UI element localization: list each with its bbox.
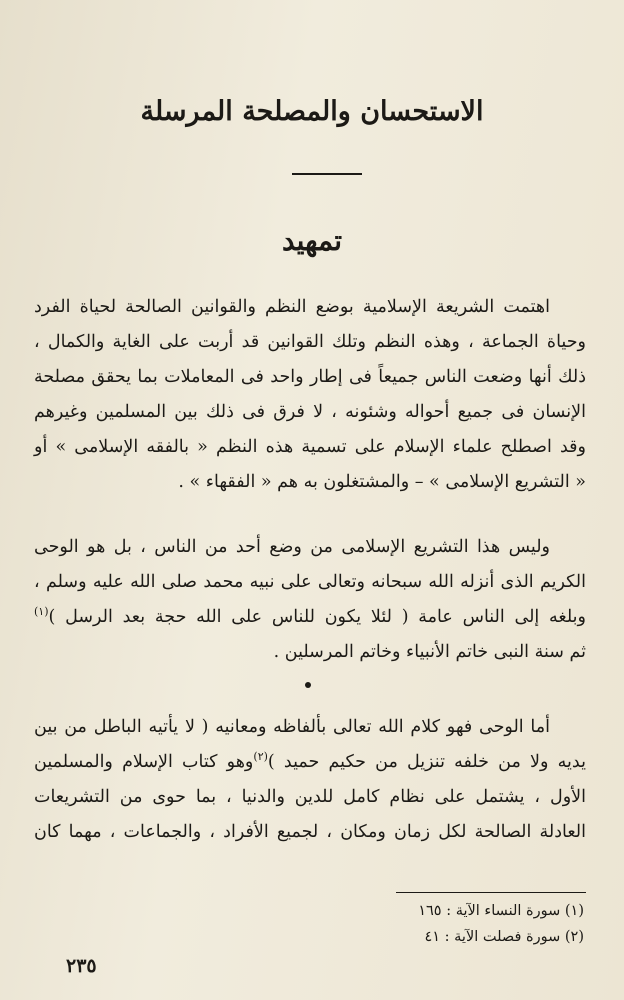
paragraph-line: وليس هذا التشريع الإسلامى من وضع أحد من الناس ، بل هو الوحى xyxy=(34,537,550,557)
paragraph-line: ذلك أنها وضعت الناس جميعاً فى إطار واحد فى المعاملات بما يحقق مصلحة xyxy=(34,367,586,387)
paragraph-line-tail: وهو كتاب الإسلام والمسلمين xyxy=(34,752,254,772)
section-ornament-dot xyxy=(305,682,311,688)
paragraph-line-with-ref xyxy=(34,745,586,780)
paragraph-line: ثم سنة النبى خاتم الأنبياء وخاتم المرسلين . xyxy=(273,642,586,662)
paragraph-line-with-ref xyxy=(34,600,586,635)
footnote-1: (١) سورة النساء الآية : ١٦٥ xyxy=(418,903,584,919)
footnote-rule xyxy=(396,892,586,893)
footnote-ref-1: (١) xyxy=(34,605,49,619)
paragraph-line: أما الوحى فهو كلام الله تعالى بألفاظه ومعانيه ( لا يأتيه الباطل من بين xyxy=(34,717,550,737)
paragraph-3 xyxy=(34,710,586,850)
paragraph-line-text: يديه ولا من خلفه تنزيل من حكيم حميد ) xyxy=(267,752,586,772)
paragraph-line: الإنسان فى جميع أحواله وشئونه ، لا فرق فى ذلك بين المسلمين وغيرهم xyxy=(34,402,586,422)
paragraph-line: وحياة الجماعة ، وهذه النظم وتلك القوانين قد أربت على الغاية والكمال ، xyxy=(34,332,586,352)
paragraph-line: وقد اصطلح علماء الإسلام على تسمية هذه النظم « بالفقه الإسلامى » أو xyxy=(34,437,586,457)
paragraph-line: « التشريع الإسلامى » – والمشتغلون به هم « الفقهاء » . xyxy=(178,472,586,492)
title-rule xyxy=(292,173,362,175)
footnotes xyxy=(284,898,584,950)
paragraph-line-text: وبلغه إلى الناس عامة ( لئلا يكون للناس على الله حجة بعد الرسل ) xyxy=(48,607,586,627)
page-number: ٢٣٥ xyxy=(66,955,97,977)
chapter-title: الاستحسان والمصلحة المرسلة xyxy=(140,96,484,127)
paragraph-line: الكريم الذى أنزله الله سبحانه وتعالى على نبيه محمد صلى الله عليه وسلم ، xyxy=(34,572,586,592)
paragraph-line: العادلة الصالحة لكل زمان ومكان ، لجميع الأفراد ، والجماعات ، مهما كان xyxy=(34,822,586,842)
section-title: تمهيد xyxy=(281,224,343,257)
paragraph-2 xyxy=(34,530,586,670)
paragraph-line: الأول ، يشتمل على نظام كامل للدين والدنيا ، بما حوى من التشريعات xyxy=(34,787,586,807)
paragraph-1 xyxy=(34,290,586,500)
footnote-ref-2: (٢) xyxy=(253,750,268,764)
paragraph-line: اهتمت الشريعة الإسلامية بوضع النظم والقوانين الصالحة لحياة الفرد xyxy=(34,297,550,317)
footnote-2: (٢) سورة فصلت الآية : ٤١ xyxy=(424,929,584,945)
